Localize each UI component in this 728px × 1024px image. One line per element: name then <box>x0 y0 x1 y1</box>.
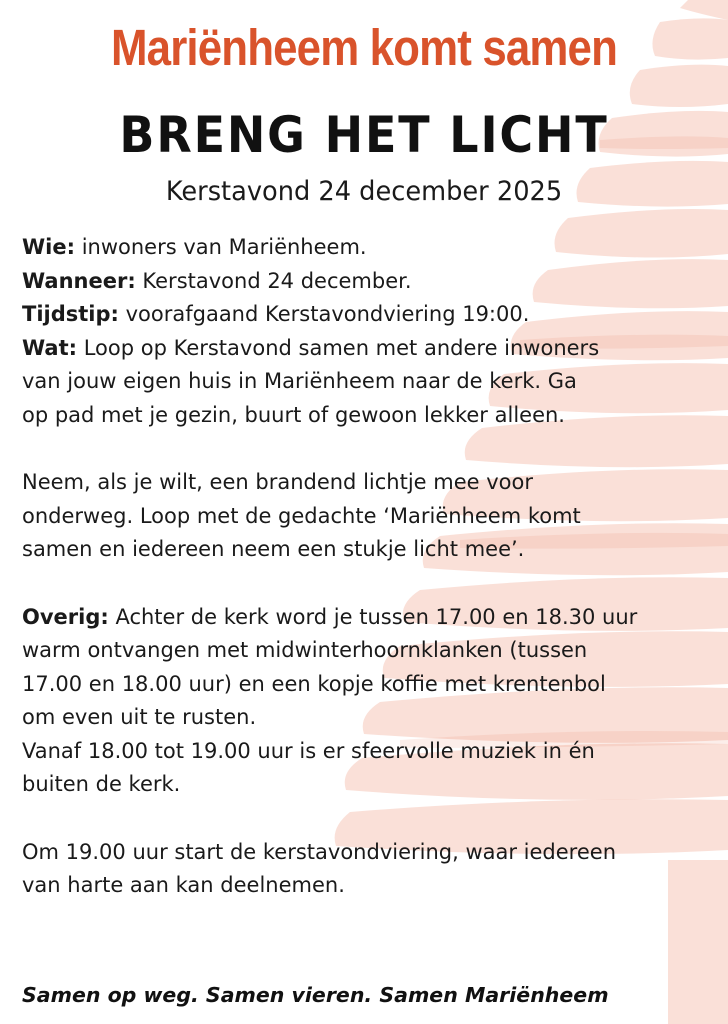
service-text-2: van harte aan kan deelnemen. <box>22 873 345 897</box>
light-paragraph-line-2 <box>22 500 712 534</box>
detail-what-line-2 <box>22 365 712 399</box>
detail-when-text: Kerstavond 24 december. <box>135 268 412 293</box>
service-line-2 <box>22 869 712 903</box>
other-text-5: Vanaf 18.00 tot 19.00 uur is er sfeervolle muziek in én <box>22 738 595 763</box>
detail-what <box>22 332 712 366</box>
detail-who-label: Wie: <box>22 235 76 259</box>
other-line-4 <box>22 701 712 735</box>
flyer-subtitle: BRENG HET LICHT <box>119 106 609 164</box>
flyer-title: Mariënheem komt samen <box>110 19 618 76</box>
other-text-6: buiten de kerk. <box>22 772 181 796</box>
other-line-5 <box>22 735 712 769</box>
spacer <box>22 567 712 601</box>
other-text-2: warm ontvangen met midwinterhoornklanken (tussen <box>22 638 588 662</box>
detail-what-line-1 <box>22 332 599 366</box>
detail-what-label: Wat: <box>22 335 78 360</box>
other-line-2 <box>22 634 712 668</box>
detail-what-line-3 <box>22 399 712 433</box>
light-paragraph-line-3 <box>22 533 712 567</box>
detail-what-text-2: van jouw eigen huis in Mariënheem naar de kerk. Ga <box>22 369 577 393</box>
other-line-3 <box>22 668 712 702</box>
other-line-1-wrap <box>22 601 637 635</box>
light-text-3: samen en iedereen neem een stukje licht mee’. <box>22 537 525 561</box>
service-line-1 <box>22 836 712 870</box>
detail-when <box>22 265 712 299</box>
spacer <box>22 802 712 836</box>
light-paragraph-line-1 <box>22 466 712 500</box>
other-text-3: 17.00 en 18.00 uur) en een kopje koffie met krentenbol <box>22 671 606 696</box>
detail-who-text: inwoners van Mariënheem. <box>75 235 367 259</box>
other-line-6 <box>22 768 712 802</box>
event-date: Kerstavond 24 december 2025 <box>165 176 563 207</box>
light-text-2: onderweg. Loop met de gedachte ‘Mariënheem komt <box>22 503 581 528</box>
detail-time-text: voorafgaand Kerstavondviering 19:00. <box>118 302 530 326</box>
detail-time <box>22 298 712 332</box>
other-text-1: Achter de kerk word je tussen 17.00 en 18.30 uur <box>108 604 638 629</box>
other-line-1 <box>22 601 712 635</box>
light-text-1: Neem, als je wilt, een brandend lichtje mee voor <box>22 470 533 494</box>
closing-slogan: Samen op weg. Samen vieren. Samen Mariënheem <box>22 983 609 1007</box>
detail-what-text-1: Loop op Kerstavond samen met andere inwoners <box>77 335 600 360</box>
spacer <box>22 432 712 466</box>
flyer-body <box>22 231 712 903</box>
service-text-1: Om 19.00 uur start de kerstavondviering, waar iedereen <box>22 839 617 864</box>
detail-what-text-3: op pad met je gezin, buurt of gewoon lekker alleen. <box>22 402 565 427</box>
detail-who <box>22 231 712 265</box>
detail-when-label: Wanneer: <box>22 268 136 293</box>
detail-time-label: Tijdstip: <box>22 302 119 326</box>
other-text-4: om even uit te rusten. <box>22 705 257 729</box>
other-label: Overig: <box>22 604 109 629</box>
